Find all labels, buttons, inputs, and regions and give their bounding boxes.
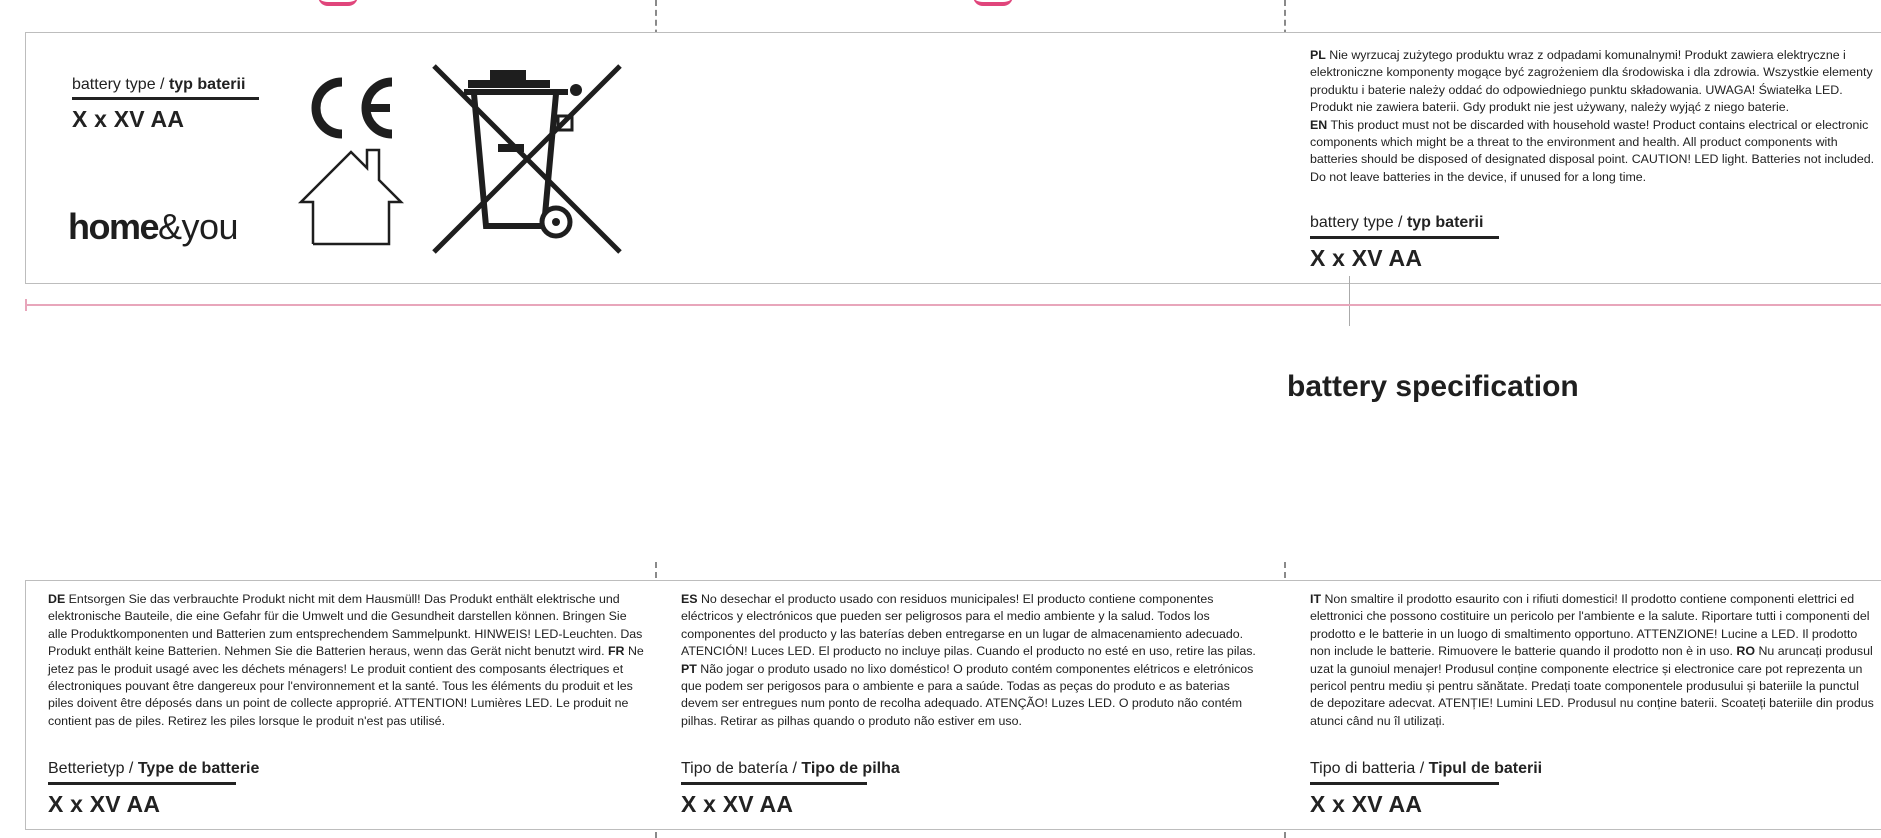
battery-type-underline bbox=[681, 782, 867, 785]
battery-type-underline bbox=[72, 97, 259, 100]
top-edge-magenta-mark bbox=[318, 0, 358, 6]
battery-type-label: Tipo di batteria / Tipul de baterii bbox=[1310, 760, 1543, 777]
battery-value: X x XV AA bbox=[681, 791, 794, 817]
registration-tick bbox=[1349, 276, 1350, 326]
paragraph-pl: PL Nie wyrzucaj zużytego produktu wraz z odpadami komunalnymi! Produkt zawiera elektryczne i elektroniczne komponenty mogące być zagrożeniem dla środowiska i dla zdrowia. Wszystkie elementy produktu i baterie należy oddać do odpowiedniego punktu składowania. UWAGA! Światełka LED. Produkt nie zawiera baterii. Gdy produkt nie jest używany, należy wyjąć z niego baterie. bbox=[1310, 48, 1873, 115]
paragraph-en: EN This product must not be discarded with household waste! Product contains electrical or electronic components which might be a threat to the environment and health. All product components with batteries should be disposed of designated disposal point. CAUTION! LED light. Batteries not included. Do not leave batteries in the device, if unused for a long time. bbox=[1310, 117, 1875, 184]
top-edge-magenta-mark bbox=[973, 0, 1013, 6]
section-heading: battery specification bbox=[1287, 370, 1579, 403]
battery-type-label: Betterietyp / Type de batterie bbox=[48, 760, 260, 777]
battery-type-underline bbox=[48, 782, 236, 785]
brand-logo: home&you bbox=[68, 206, 239, 247]
es-pt-disposal-text: ES No desechar el producto usado con residuos municipales! El producto contiene componentes eléctricos y electrónicos que pueden ser peligrosos para el medio ambiente y la salud. Todos los componentes del producto y las baterías deben entregarse en un lugar de almacenamiento adecuado. ATENCIÓN! Luces LED. El producto no incluye pilas. Cuando el producto no esté en uso, retire las pilas. PT Não jogar o produto usado no lixo doméstico! O produto contém componentes elétricos e eletrónicos que podem ser perigosos para o ambiente e para a saúde. Todas as peças do produto e as baterias devem ser entregues num ponto de recolha adequado. ATENÇÃO! Luzes LED. O produto não contém pilhas. Retirar as pilhas quando o produto não estiver em uso. bbox=[681, 592, 1256, 728]
battery-type-label: battery type / typ baterii bbox=[1310, 214, 1484, 231]
cut-line bbox=[25, 304, 1881, 306]
pl-en-disposal-text bbox=[1310, 47, 1881, 186]
battery-value: X x XV AA bbox=[72, 106, 185, 132]
ce-mark-icon bbox=[302, 76, 398, 140]
battery-type-underline bbox=[1310, 236, 1499, 239]
battery-value: X x XV AA bbox=[1310, 245, 1423, 271]
de-fr-disposal-text: DE Entsorgen Sie das verbrauchte Produkt nicht mit dem Hausmüll! Das Produkt enthält elektrische und elektronische Bauteile, die eine Gefahr für die Umwelt und die Gesundheit darstellen können. Bringen Sie alle Produktkomponenten und Batterien zum entsprechendem Sammelpunkt. HINWEIS! LED-Leuchten. Das Produkt enthält keine Batterien. Nehmen Sie die Batterien heraus, wenn das Gerät nicht benutzt wird. FR Ne jetez pas le produit usagé avec les déchets ménagers! Le produit contient des composants électriques et électroniques pouvant être dangereux pour l'environnement et la santé. Tous les éléments du produit et les piles doivent être déposés dans un point de collecte approprié. ATTENTION! Lumières LED. Le produit ne contient pas de piles. Retirez les piles lorsque le produit n'est pas utilisé. bbox=[48, 592, 644, 728]
cut-line-tick bbox=[25, 299, 27, 311]
it-ro-disposal-text: IT Non smaltire il prodotto esaurito con i rifiuti domestici! Il prodotto contiene componenti elettrici ed elettronici che possono costituire un pericolo per l'ambiente e la salute. Riportare tutti i componenti del prodotto e le batterie in un luogo di smaltimento opportuno. ATTENZIONE! Lucine a LED. Il prodotto non include le batterie. Rimuovere le batterie quando il prodotto non è in uso. RO Nu aruncați produsul uzat la gunoiul menajer! Produsul conține componente electrice și electronice care pot reprezenta un pericol pentru mediu și pentru sănătate. Predați toate componentele produsului și bateriile la punctul de depozitare adecvat. ATENȚIE! Lumini LED. Produsul nu conține baterii. Scoateți bateriile din produs atunci când nu îl utilizați. bbox=[1310, 592, 1874, 728]
battery-type-underline bbox=[1310, 782, 1499, 785]
battery-type-label: Tipo de batería / Tipo de pilha bbox=[681, 760, 900, 777]
battery-value: X x XV AA bbox=[1310, 791, 1423, 817]
battery-type-label: battery type / typ baterii bbox=[72, 76, 246, 93]
battery-value: X x XV AA bbox=[48, 791, 161, 817]
crossed-out-bin-icon bbox=[428, 60, 626, 258]
house-outline-icon bbox=[297, 146, 405, 248]
